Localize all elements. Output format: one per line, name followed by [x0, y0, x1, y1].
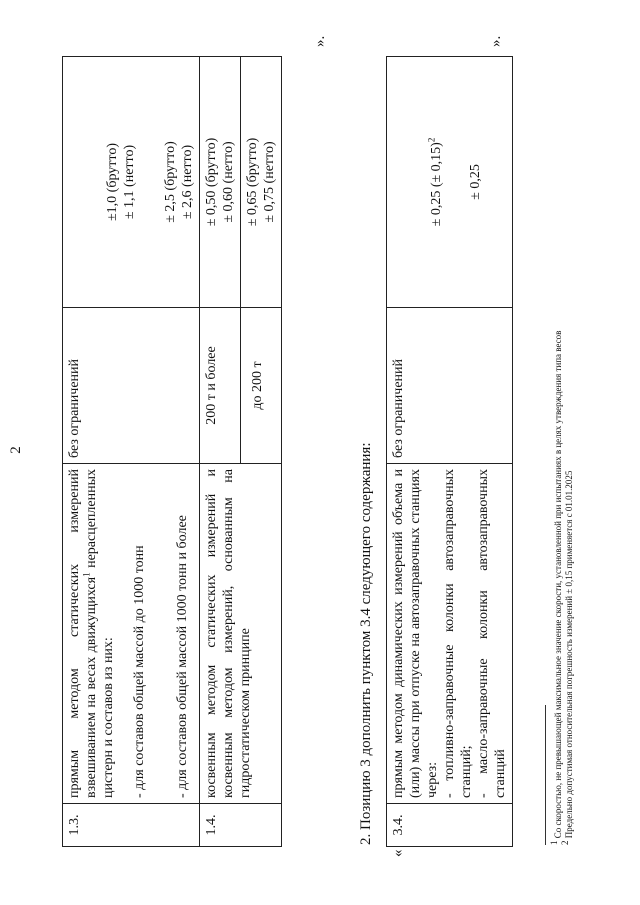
accuracy-a2: ± 1,1 (нетто)	[122, 144, 137, 220]
accuracy-a	[428, 62, 445, 302]
footnote-text: Со скоростью, не превышающей максимальное значение скорости, установленной при испытаниях в целях утверждения типа весов	[553, 330, 563, 839]
table-row	[387, 57, 513, 847]
method-text: прямым методом динамических измерений объема и (или) массы при отпуске на автозаправочных станциях через:	[391, 469, 440, 798]
closing-quote: ».	[488, 35, 504, 47]
subitem-a: - топливно-заправочные колонки автозаправочных станций;	[442, 469, 474, 798]
row-number: 1.3.	[63, 804, 200, 847]
subitem-b: - масло-заправочные колонки автозаправочных станций	[476, 469, 508, 798]
subitem-b: - для составов общей массой 1000 тонн и более	[175, 515, 190, 798]
subitem-a: - для составов общей массой до 1000 тонн	[132, 545, 147, 798]
range-cell: до 200 т	[241, 308, 282, 464]
range-cell: без ограничений	[387, 308, 513, 464]
table-row	[63, 57, 200, 847]
table-row	[200, 57, 241, 847]
accuracy-b1: ± 2,5 (брутто)	[163, 141, 178, 223]
method-cell	[387, 464, 513, 804]
footnote-2	[560, 470, 575, 845]
method-text-cont: нерасцепленных цистерн и составов из них:	[84, 468, 116, 798]
footnote-text: Предельно допустимая относительная погрешность измерений ± 0,15 применяется с 01.01.2025	[564, 470, 574, 839]
page-number: 2	[8, 446, 24, 454]
footnote-mark: 2	[560, 840, 570, 845]
table-position-3-4	[386, 56, 513, 847]
accuracy-1a: ± 0,50 (брутто)	[204, 137, 219, 227]
accuracy-a1: ±1,0 (брутто)	[105, 143, 120, 221]
accuracy-cell	[241, 57, 282, 308]
footnote-ref: 2	[426, 137, 437, 143]
accuracy-1b: ± 0,60 (нетто)	[221, 141, 236, 223]
method-cell	[63, 464, 200, 804]
footnote-separator	[545, 705, 546, 845]
footnote-ref: 1	[81, 572, 92, 577]
method-cell: косвенным методом статических измерений и косвенным методом измерений, основанным на гидростатическом принципе	[200, 464, 282, 804]
accuracy-cell	[200, 57, 241, 308]
accuracy-2a: ± 0,65 (брутто)	[245, 137, 260, 227]
accuracy-b: ± 0,25	[468, 164, 483, 200]
accuracy-a-text: ± 0,25 (± 0,15)	[429, 142, 444, 227]
accuracy-cell	[387, 57, 513, 308]
footnote-mark: 1	[549, 840, 559, 845]
row-number: 1.4.	[200, 804, 282, 847]
closing-quote: ».	[312, 35, 328, 47]
accuracy-cell	[63, 57, 200, 308]
range-cell: без ограничений	[63, 308, 200, 464]
footnote-1	[549, 330, 564, 845]
range-cell: 200 т и более	[200, 308, 241, 464]
method-text: прямым методом статических измерений взвешиванием на весах движущихся	[67, 469, 99, 798]
opening-quote: «	[390, 849, 406, 857]
table-positions-1-3-1-4	[62, 56, 282, 847]
accuracy-b2: ± 2,6 (нетто)	[180, 144, 195, 220]
item-2-text: 2. Позицию 3 дополнить пунктом 3.4 следующего содержания:	[358, 442, 374, 845]
row-number: 3.4.	[387, 804, 513, 847]
accuracy-2b: ± 0,75 (нетто)	[262, 141, 277, 223]
